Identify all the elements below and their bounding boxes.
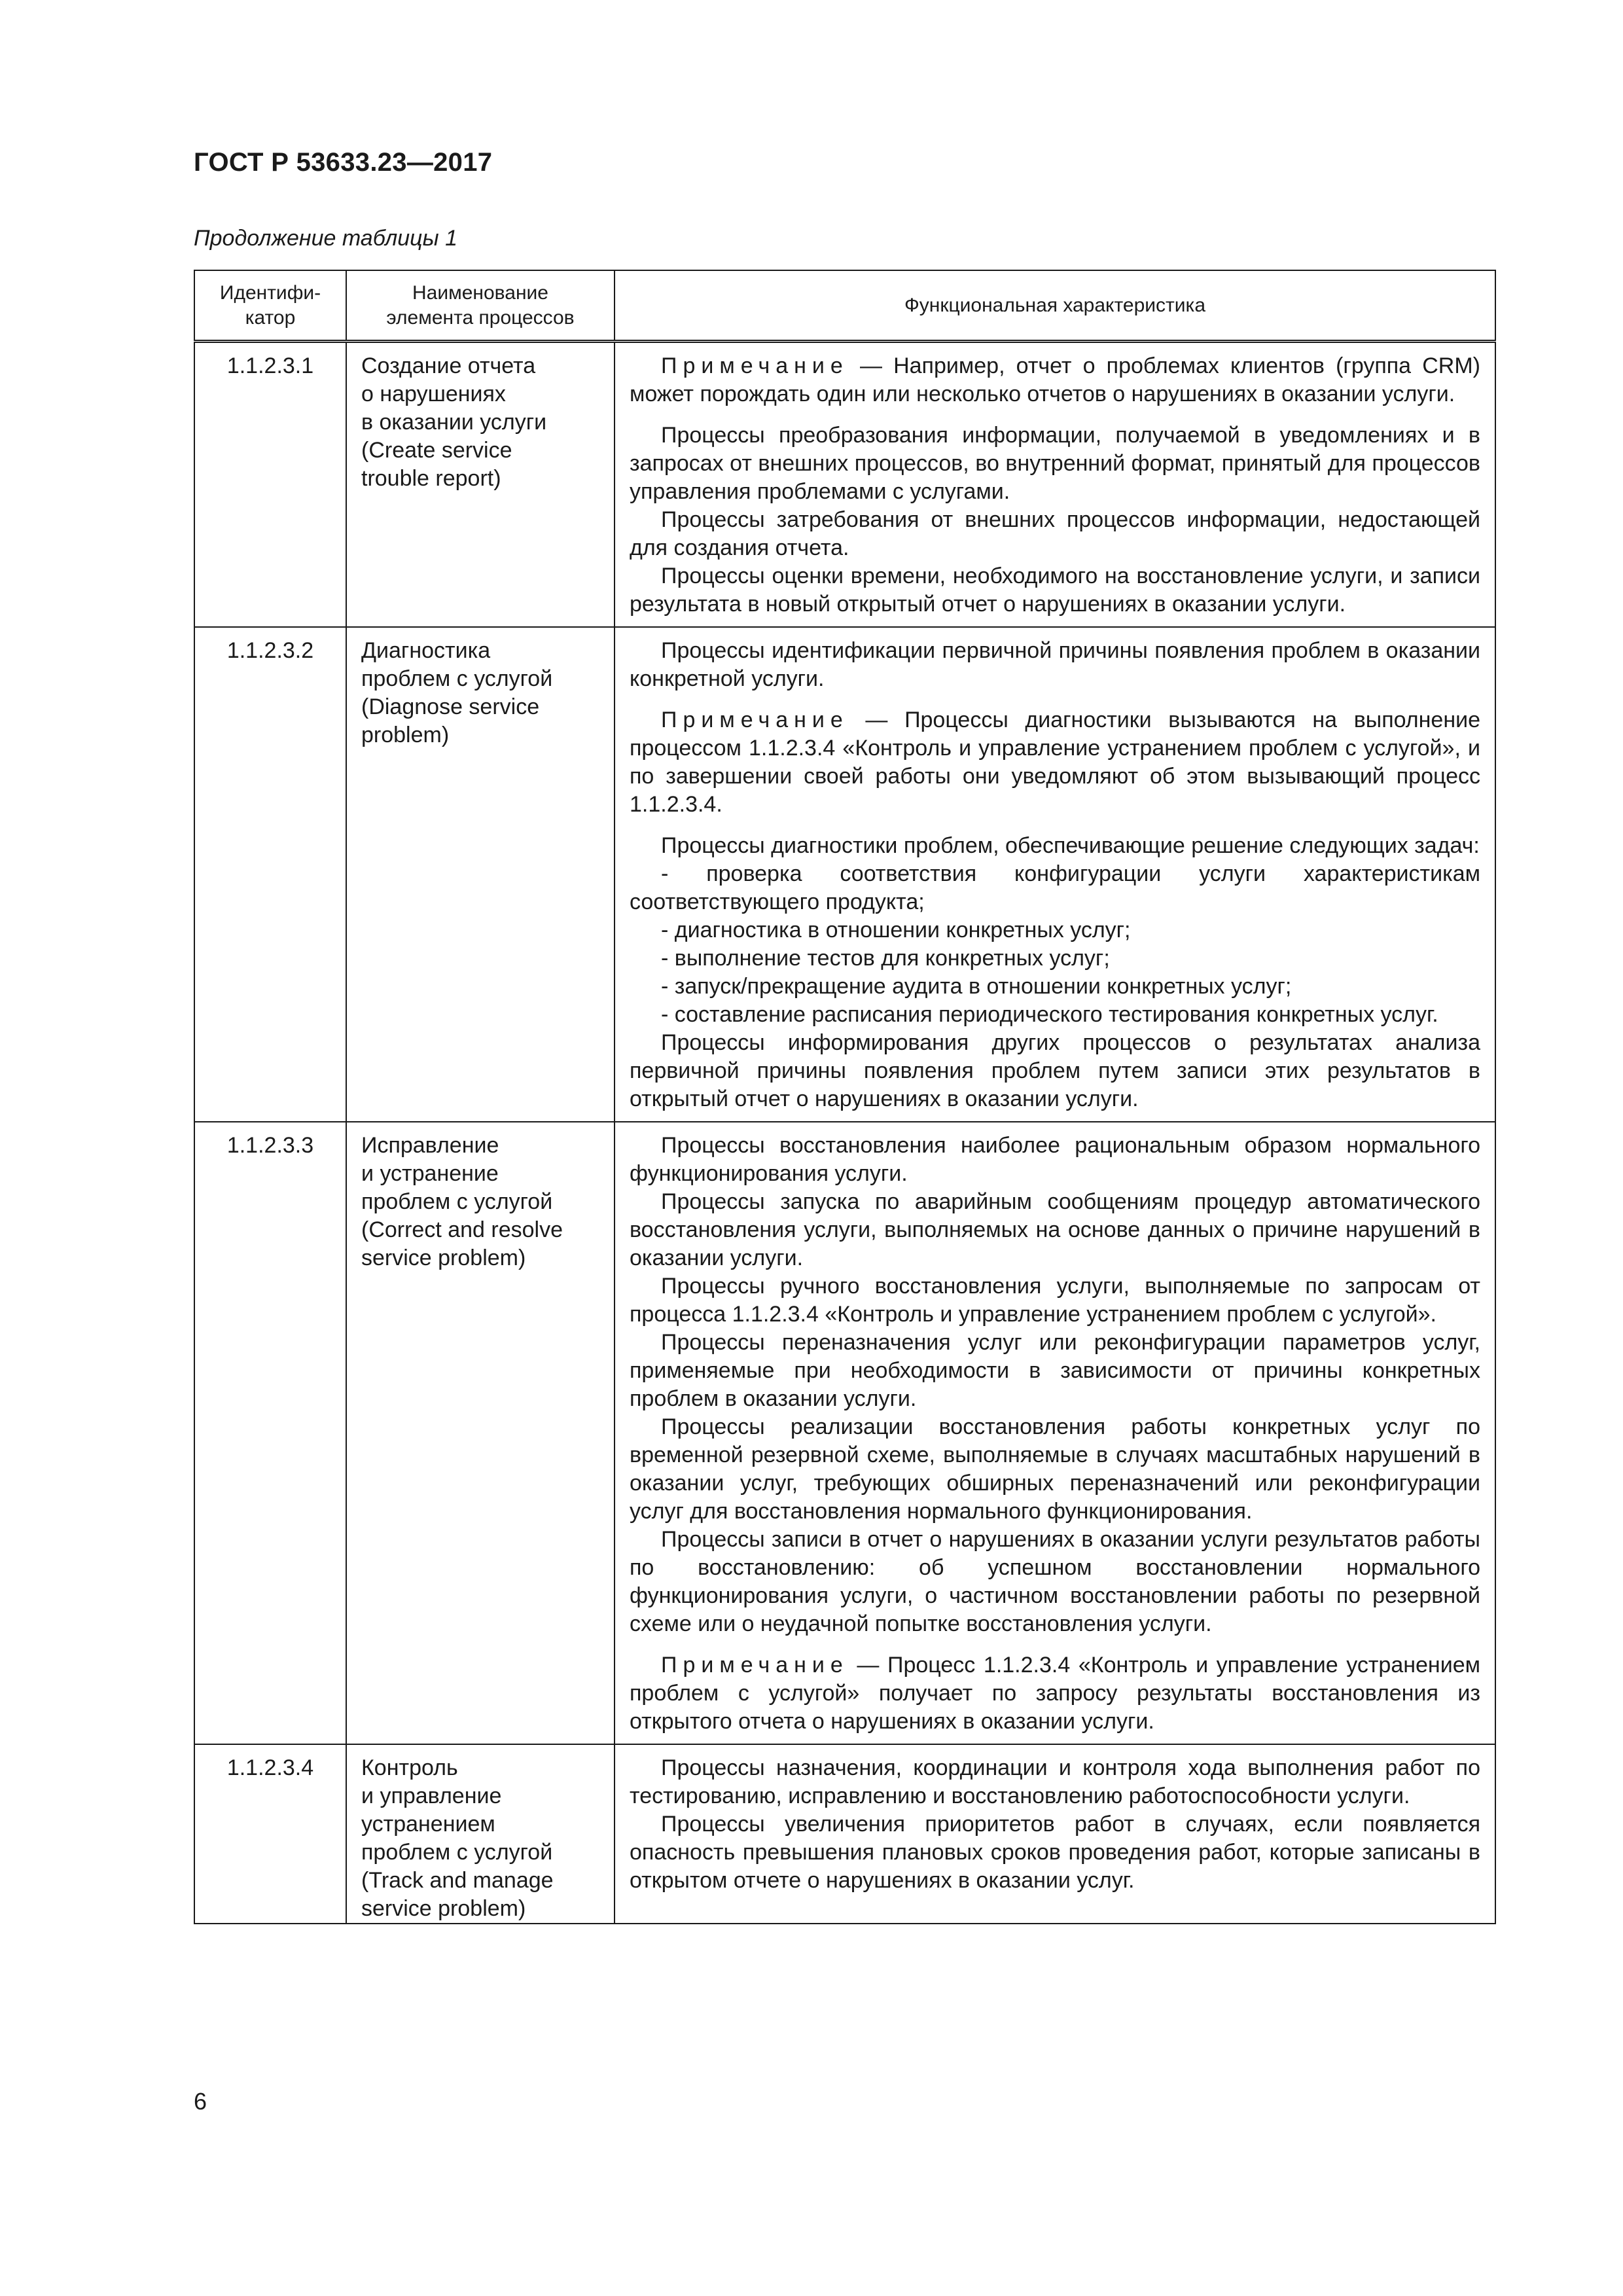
- row-description: [615, 1744, 1495, 1924]
- description-paragraph: Процессы диагностики проблем, обеспечивающие решение следующих задач:: [661, 833, 1480, 858]
- row-identifier: 1.1.2.3.2: [194, 627, 346, 1122]
- note-text: — Процессы диагностики вызываются на выполнение процессом 1.1.2.3.4 «Контроль и управление устранением проблем с услугой», и по завершении своей работы они уведомляют об этом вызывающий процесс 1.1.2.3.4.: [630, 708, 1480, 817]
- description-paragraph: Процессы реализации восстановления работы конкретных услуг по временной резервной схеме, выполняемые в случаях масштабных нарушений в оказании услуг, требующих обширных переназначений или реконфигурации услуг для восстановления нормального функционирования.: [630, 1414, 1480, 1524]
- list-item: - составление расписания периодического тестирования конкретных услуг.: [661, 1002, 1438, 1027]
- row-description: [615, 342, 1495, 628]
- list-item: - запуск/прекращение аудита в отношении конкретных услуг;: [661, 974, 1292, 999]
- note-text: — Например, отчет о проблемах клиентов (группа CRM) может порождать один или несколько отчетов о нарушениях в оказании услуги.: [630, 353, 1480, 406]
- table-row: [194, 627, 1495, 1122]
- table-row: [194, 342, 1495, 628]
- description-paragraph: Процессы восстановления наиболее рациональным образом нормального функционирования услуги.: [630, 1133, 1480, 1186]
- row-identifier: 1.1.2.3.1: [194, 342, 346, 628]
- description-paragraph: Процессы назначения, координации и контроля хода выполнения работ по тестированию, исправлению и восстановлению работоспособности услуги.: [630, 1755, 1480, 1808]
- column-header-name-line2: элемента процессов: [386, 306, 575, 329]
- note-text: — Процесс 1.1.2.3.4 «Контроль и управление устранением проблем с услугой» получает по запросу результаты восстановления из открытого отчета о нарушениях в оказании услуги.: [630, 1653, 1480, 1734]
- standard-title: ГОСТ Р 53633.23—2017: [194, 148, 493, 177]
- row-description: [615, 1122, 1495, 1744]
- column-header-identifier: [194, 270, 346, 342]
- note-label: Примечание: [661, 1653, 849, 1677]
- note-paragraph: [630, 1651, 1480, 1736]
- table-row: [194, 1122, 1495, 1744]
- row-identifier: 1.1.2.3.3: [194, 1122, 346, 1744]
- description-paragraph: Процессы увеличения приоритетов работ в случаях, если появляется опасность превышения плановых сроков проведения работ, которые записаны в открытом отчете о нарушениях в оказании услуг.: [630, 1812, 1480, 1893]
- description-paragraph: Процессы переназначения услуг или реконфигурации параметров услуг, применяемые при необходимости в зависимости от причины конкретных проблем в оказании услуги.: [630, 1330, 1480, 1411]
- row-identifier: 1.1.2.3.4: [194, 1744, 346, 1924]
- list-item: - проверка соответствия конфигурации услуги характеристикам соответствующего продукта;: [630, 861, 1480, 914]
- description-paragraph: Процессы информирования других процессов о результатах анализа первичной причины появления проблем путем записи этих результатов в открытый отчет о нарушениях в оказании услуги.: [630, 1030, 1480, 1111]
- row-element-name: Контроль и управление устранением проблем с услугой (Track and manage service problem): [346, 1744, 615, 1924]
- list-item: - выполнение тестов для конкретных услуг;: [661, 946, 1110, 971]
- row-element-name: Создание отчета о нарушениях в оказании услуги (Create service trouble report): [346, 342, 615, 628]
- note-paragraph: [630, 352, 1480, 408]
- row-element-name: Исправление и устранение проблем с услугой (Correct and resolve service problem): [346, 1122, 615, 1744]
- note-label: Примечание: [661, 353, 849, 378]
- column-header-name: [346, 270, 615, 342]
- page-number: 6: [194, 2088, 207, 2115]
- description-paragraph: Процессы записи в отчет о нарушениях в оказании услуги результатов работы по восстановлению: об успешном восстановлении нормального функционирования услуги, о частичном восстановлении работы по резервной схеме или о неудачной попытке восстановления услуги.: [630, 1527, 1480, 1636]
- description-paragraph: Процессы затребования от внешних процессов информации, недостающей для создания отчета.: [630, 507, 1480, 560]
- table-continuation-caption: Продолжение таблицы 1: [194, 226, 457, 251]
- column-header-name-line1: Наименование: [412, 281, 548, 304]
- row-description: [615, 627, 1495, 1122]
- description-paragraph: Процессы преобразования информации, получаемой в уведомлениях и в запросах от внешних процессов, во внутренний формат, принятый для процессов управления проблемами с услугами.: [630, 423, 1480, 504]
- column-header-identifier-line2: катор: [245, 306, 296, 329]
- description-paragraph: Процессы идентификации первичной причины появления проблем в оказании конкретной услуги.: [630, 638, 1480, 691]
- description-paragraph: Процессы запуска по аварийным сообщениям процедур автоматического восстановления услуги, выполняемых на основе данных о причине нарушений в оказании услуги.: [630, 1189, 1480, 1270]
- note-label: Примечание: [661, 708, 849, 732]
- column-header-description: Функциональная характеристика: [615, 270, 1495, 342]
- column-header-identifier-line1: Идентифи-: [219, 281, 321, 304]
- note-paragraph: [630, 706, 1480, 819]
- description-paragraph: Процессы оценки времени, необходимого на восстановление услуги, и записи результата в новый открытый отчет о нарушениях в оказании услуги.: [630, 564, 1480, 617]
- table-header-row: [194, 270, 1495, 342]
- description-paragraph: Процессы ручного восстановления услуги, выполняемые по запросам от процесса 1.1.2.3.4 «Контроль и управление устранением проблем с услугой».: [630, 1274, 1480, 1327]
- row-element-name: Диагностика проблем с услугой (Diagnose service problem): [346, 627, 615, 1122]
- table-row: [194, 1744, 1495, 1924]
- process-elements-table: [194, 270, 1496, 1924]
- list-item: - диагностика в отношении конкретных услуг;: [661, 918, 1131, 942]
